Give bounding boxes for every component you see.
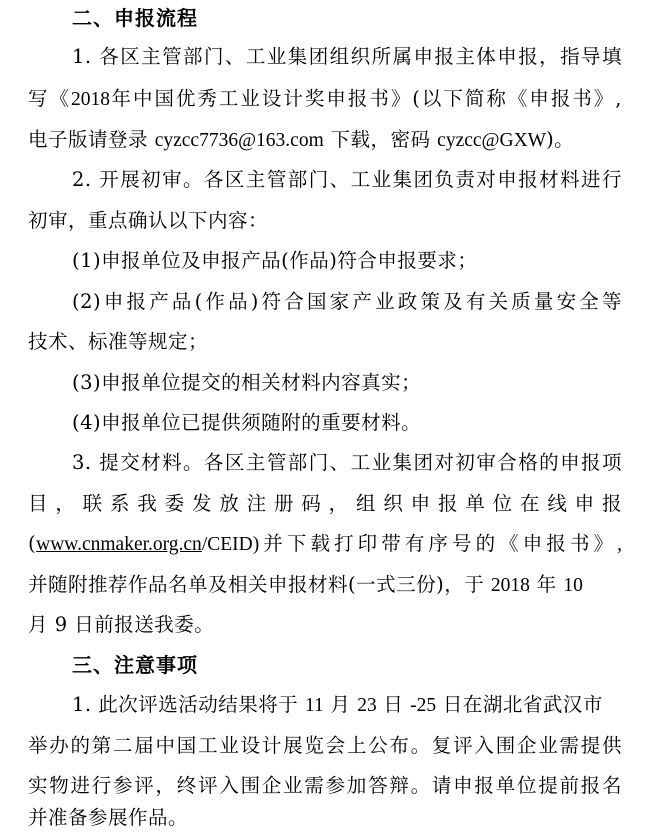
item-2-sub-2-line-1: (2)申报产品(作品)符合国家产业政策及有关质量安全等 [72, 290, 622, 313]
item-2-sub-3: (3)申报单位提交的相关材料内容真实； [72, 371, 422, 394]
item-2-line-1: 2. 开展初审。各区主管部门、工业集团负责对申报材料进行 [72, 168, 622, 191]
item-2-sub-4: (4)申报单位已提供须随附的重要材料。 [72, 411, 422, 434]
section-heading-notes: 三、注意事项 [72, 653, 198, 677]
section-heading-procedure: 二、申报流程 [72, 6, 198, 30]
item-3-line-4: 并随附推荐作品名单及相关申报材料(一式三份)，于 2018 年 10 [28, 573, 583, 596]
password: cyzcc@GXW [437, 130, 547, 151]
item-2-sub-1: (1)申报单位及申报产品(作品)符合申报要求； [72, 249, 478, 272]
item-3-line-2: 目，联系我委发放注册码，组织申报单位在线申报 [28, 492, 622, 515]
item-1-line-2: 写《2018年中国优秀工业设计奖申报书》(以下简称《申报书》, [28, 87, 622, 110]
notes-item-1-line-2: 举办的第二届中国工业设计展览会上公布。复评入围企业需提供 [28, 734, 622, 757]
download-email: cyzcc7736@163.com [154, 130, 324, 151]
item-2-line-2: 初审，重点确认以下内容： [28, 209, 269, 232]
item-3-line-1: 3. 提交材料。各区主管部门、工业集团对初审合格的申报项 [72, 451, 622, 474]
item-3-line-5: 月 9 日前报送我委。 [28, 613, 215, 636]
item-2-sub-2-line-2: 技术、标准等规定； [28, 330, 209, 353]
item-1-line-3: 电子版请登录 cyzcc7736@163.com 下载，密码 cyzcc@GXW)。 [28, 128, 575, 151]
notes-item-1-line-4: 并准备参展作品。 [28, 806, 189, 829]
item-3-line-3: (www.cnmaker.org.cn/CEID)并下载打印带有序号的《申报书》, [28, 532, 622, 555]
item-1-line-1: 1. 各区主管部门、工业集团组织所属申报主体申报，指导填 [72, 45, 622, 68]
notes-item-1-line-1: 1. 此次评选活动结果将于 11 月 23 日 -25 日在湖北省武汉市 [72, 693, 603, 716]
website-link[interactable]: www.cnmaker.org.cn [36, 534, 202, 555]
notes-item-1-line-3: 实物进行参评，终评入围企业需参加答辩。请申报单位提前报名 [28, 774, 622, 797]
